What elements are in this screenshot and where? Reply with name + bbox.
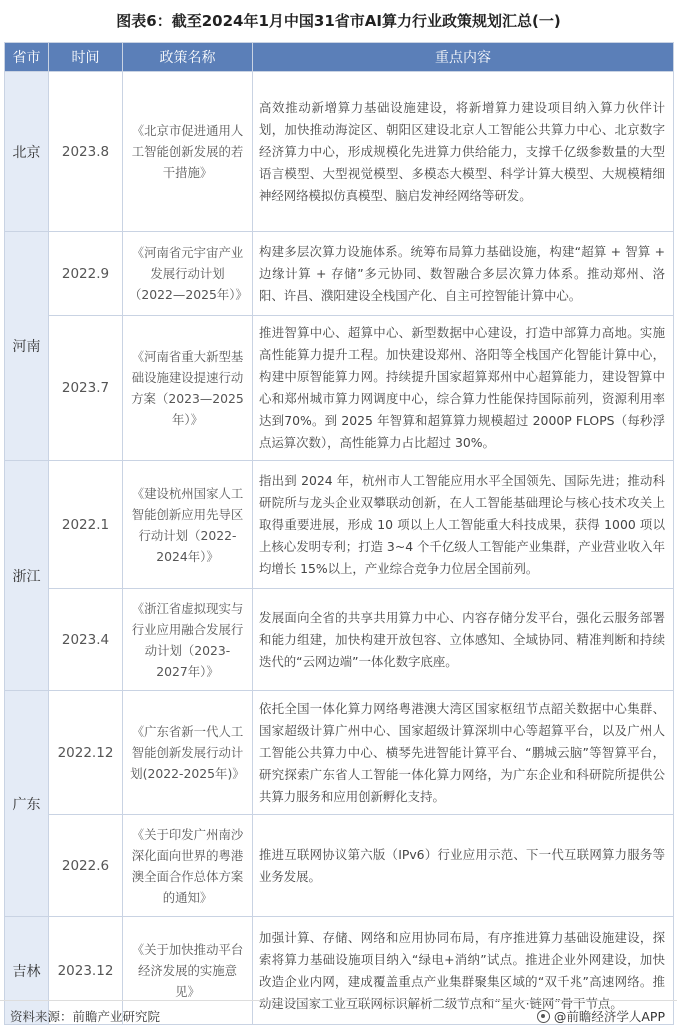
table-header-row bbox=[5, 43, 674, 72]
time-cell: 2022.9 bbox=[49, 232, 123, 316]
time-cell: 2023.4 bbox=[49, 589, 123, 691]
time-cell: 2022.6 bbox=[49, 815, 123, 917]
table-row bbox=[5, 461, 674, 589]
content-cell: 推进智算中心、超算中心、新型数据中心建设，打造中部算力高地。实施高性能算力提升工程。加快建设郑州、洛阳等全栈国产化智能计算中心，构建中原智能算力网。持续提升国家超算郑州中心超算能力，建设智算中心和郑州城市算力网调度中心，综合算力性能保持国际前列，资源利用率达到70%。到 2025 年智算和超算算力规模超过 2000P FLOPS（每秒浮点运算次数），高性能算力占比超过 30%。 bbox=[253, 316, 674, 461]
header-province: 省市 bbox=[5, 43, 49, 72]
time-cell: 2023.8 bbox=[49, 72, 123, 232]
policy-table bbox=[4, 42, 674, 1025]
brand-attribution bbox=[537, 1007, 665, 1025]
qianzhan-logo-icon bbox=[537, 1010, 550, 1023]
header-policy: 政策名称 bbox=[123, 43, 253, 72]
policy-name-cell: 《河南省重大新型基础设施建设提速行动方案（2023—2025年）》 bbox=[123, 316, 253, 461]
province-cell: 北京 bbox=[5, 72, 49, 232]
content-cell: 加强计算、存储、网络和应用协同布局，有序推进算力基础设施建设，探索将算力基础设施项目纳入“绿电+消纳”试点。推进企业外网建设，加快改造企业内网，建成覆盖重点产业集群聚集区域的“双千兆”高速网络。推动建设国家工业互联网标识解析二级节点和“星火·链网”骨干节点。 bbox=[253, 917, 674, 1025]
province-cell: 广东 bbox=[5, 691, 49, 917]
table-row bbox=[5, 691, 674, 815]
time-cell: 2023.7 bbox=[49, 316, 123, 461]
table-row bbox=[5, 316, 674, 461]
policy-name-cell: 《浙江省虚拟现实与行业应用融合发展行动计划（2023-2027年）》 bbox=[123, 589, 253, 691]
table-row bbox=[5, 232, 674, 316]
province-cell: 河南 bbox=[5, 232, 49, 461]
content-cell: 依托全国一体化算力网络粤港澳大湾区国家枢纽节点韶关数据中心集群、国家超级计算广州中心、国家超级计算深圳中心等超算平台，以及广州人工智能公共算力中心、横琴先进智能计算平台、“鹏城云脑”等智算平台，研究探索广东省人工智能一体化算力网络，为广东企业和科研院所提供公共算力服务和应用创新孵化支持。 bbox=[253, 691, 674, 815]
source-note: 资料来源：前瞻产业研究院 bbox=[10, 1009, 161, 1024]
table-row bbox=[5, 589, 674, 691]
page-title: 图表6：截至2024年1月中国31省市AI算力行业政策规划汇总(一) bbox=[116, 12, 561, 30]
content-cell: 构建多层次算力设施体系。统筹布局算力基础设施，构建“超算 + 智算 + 边缘计算 + 存储”多元协同、数智融合多层次算力体系。推动郑州、洛阳、许昌、濮阳建设全栈国产化、自主可控智能计算中心。 bbox=[253, 232, 674, 316]
brand-label: @前瞻经济学人APP bbox=[553, 1009, 665, 1024]
content-cell: 发展面向全省的共享共用算力中心、内容存储分发平台，强化云服务部署和能力组建，加快构建开放包容、立体感知、全域协同、精准判断和持续迭代的“云网边端”一体化数字底座。 bbox=[253, 589, 674, 691]
province-cell: 浙江 bbox=[5, 461, 49, 691]
policy-name-cell: 《河南省元宇宙产业发展行动计划（2022—2025年）》 bbox=[123, 232, 253, 316]
time-cell: 2022.12 bbox=[49, 691, 123, 815]
table-row bbox=[5, 815, 674, 917]
header-time: 时间 bbox=[49, 43, 123, 72]
province-cell: 吉林 bbox=[5, 917, 49, 1025]
content-cell: 指出到 2024 年，杭州市人工智能应用水平全国领先、国际先进；推动科研院所与龙头企业双攀联动创新，在人工智能基础理论与核心技术攻关上取得重要进展，形成 10 项以上人工智能重大科技成果，获得 1000 项以上核心发明专利；打造 3~4 个千亿级人工智能产业集群，产业营业收入年均增长 15%以上，产业综合竞争力位居全国前列。 bbox=[253, 461, 674, 589]
footer bbox=[0, 1000, 677, 1031]
table-row bbox=[5, 72, 674, 232]
policy-name-cell: 《关于加快推动平台经济发展的实施意见》 bbox=[123, 917, 253, 1025]
policy-name-cell: 《建设杭州国家人工智能创新应用先导区行动计划（2022-2024年）》 bbox=[123, 461, 253, 589]
content-cell: 高效推动新增算力基础设施建设，将新增算力建设项目纳入算力伙伴计划，加快推动海淀区、朝阳区建设北京人工智能公共算力中心、北京数字经济算力中心，形成规模化先进算力供给能力，支撑千亿级参数量的大型语言模型、大型视觉模型、多模态大模型、科学计算大模型、大规模精细神经网络模拟仿真模型、脑启发神经网络等研发。 bbox=[253, 72, 674, 232]
time-cell: 2022.1 bbox=[49, 461, 123, 589]
content-cell: 推进互联网协议第六版（IPv6）行业应用示范、下一代互联网算力服务等业务发展。 bbox=[253, 815, 674, 917]
policy-name-cell: 《广东省新一代人工智能创新发展行动计划(2022-2025年)》 bbox=[123, 691, 253, 815]
time-cell: 2023.12 bbox=[49, 917, 123, 1025]
policy-name-cell: 《北京市促进通用人工智能创新发展的若干措施》 bbox=[123, 72, 253, 232]
header-content: 重点内容 bbox=[253, 43, 674, 72]
policy-name-cell: 《关于印发广州南沙深化面向世界的粤港澳全面合作总体方案的通知》 bbox=[123, 815, 253, 917]
